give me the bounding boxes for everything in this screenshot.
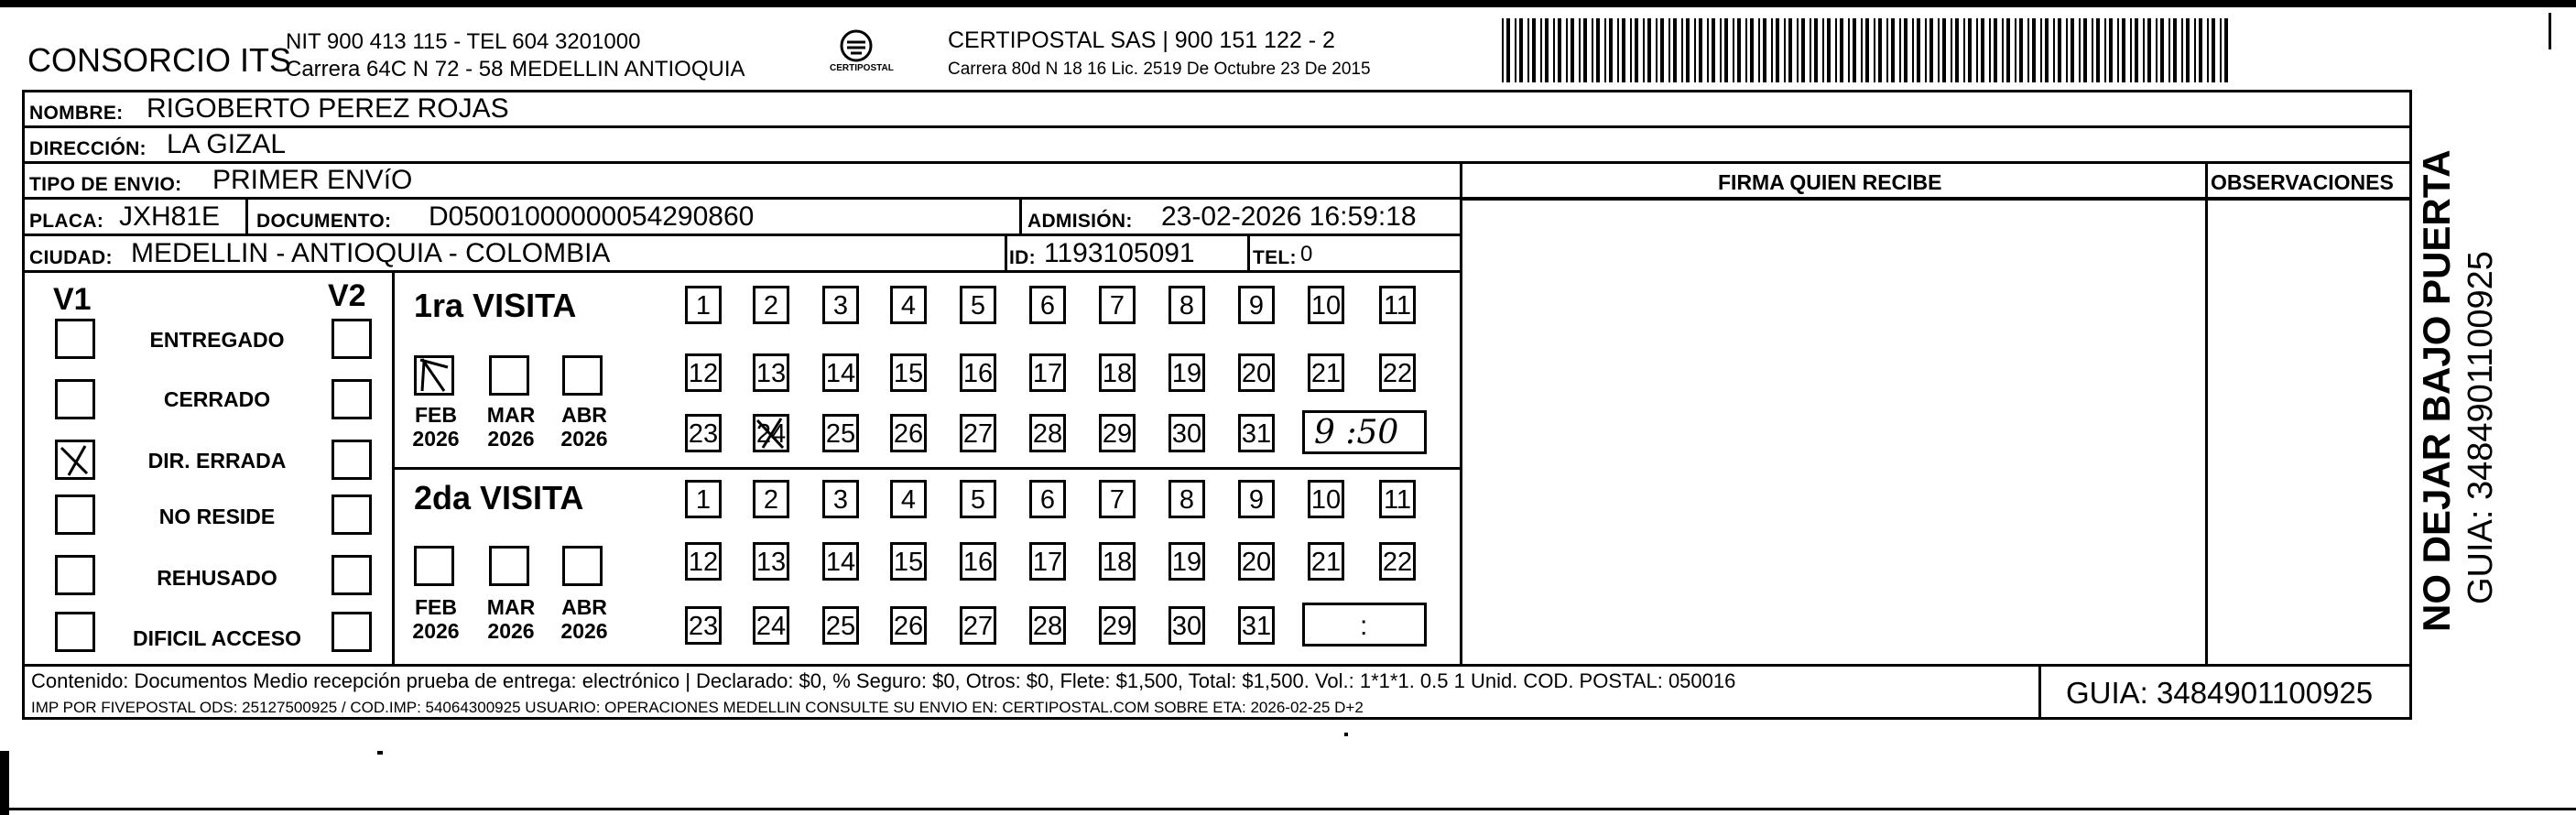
- first-visit-month-feb-box[interactable]: [414, 355, 454, 396]
- barcode-bar: [1861, 18, 1863, 82]
- barcode-bar: [1797, 18, 1799, 82]
- second-visit-day-25[interactable]: 25: [822, 606, 859, 645]
- first-visit-day-label: 24: [755, 419, 787, 449]
- second-visit-day-13[interactable]: 13: [753, 542, 789, 581]
- barcode-bar: [1527, 18, 1529, 82]
- second-visit-day-1[interactable]: 1: [685, 480, 722, 518]
- barcode-bar: [1976, 18, 1978, 82]
- first-visit-day-14[interactable]: 14: [822, 353, 859, 392]
- barcode: [1502, 18, 2234, 82]
- second-visit-day-26[interactable]: 26: [890, 606, 927, 645]
- second-visit-day-29[interactable]: 29: [1099, 606, 1136, 645]
- barcode-bar: [1515, 18, 1516, 82]
- first-visit-day-11[interactable]: 11: [1379, 286, 1416, 324]
- barcode-bar: [1827, 18, 1831, 82]
- first-visit-day-26[interactable]: 26: [890, 414, 927, 452]
- barcode-bar: [1553, 18, 1555, 82]
- barcode-bar: [2045, 18, 2049, 82]
- barcode-bar: [1604, 18, 1606, 82]
- first-visit-month-feb: FEB 2026: [412, 403, 460, 451]
- first-visit-day-22[interactable]: 22: [1379, 353, 1416, 392]
- second-visit-time-box[interactable]: [1302, 603, 1427, 647]
- barcode-bar: [1699, 18, 1702, 82]
- barcode-bar: [1532, 18, 1536, 82]
- barcode-bar: [1771, 18, 1773, 82]
- first-visit-title: 1ra VISITA: [414, 287, 577, 324]
- barcode-bar: [1942, 18, 1946, 82]
- barcode-bar: [1745, 18, 1747, 82]
- barcode-bar: [1801, 18, 1805, 82]
- status-cerrado: CERRADO: [163, 387, 271, 411]
- first-visit-day-23[interactable]: 23: [685, 414, 722, 452]
- second-visit-day-19[interactable]: 19: [1168, 542, 1205, 581]
- v2-checkbox-cerrado[interactable]: [332, 379, 372, 419]
- first-visit-month-abr-box[interactable]: [562, 355, 603, 396]
- barcode-bar: [2083, 18, 2087, 82]
- v2-checkbox-no-reside[interactable]: [332, 494, 372, 535]
- second-visit-day-21[interactable]: 21: [1308, 542, 1344, 581]
- barcode-bar: [2002, 18, 2004, 82]
- barcode-bar: [1917, 18, 1920, 82]
- second-visit-day-2[interactable]: 2: [753, 480, 789, 518]
- barcode-bar: [1822, 18, 1824, 82]
- barcode-bar: [2109, 18, 2113, 82]
- documento-label: DOCUMENTO:: [256, 211, 392, 232]
- barcode-bar: [1571, 18, 1574, 82]
- barcode-bar: [1925, 18, 1927, 82]
- second-visit-day-27[interactable]: 27: [960, 606, 996, 645]
- status-dir-errada: DIR. ERRADA: [147, 449, 287, 473]
- second-visit-day-18[interactable]: 18: [1099, 542, 1136, 581]
- footer-contenido: Contenido: Documentos Medio recepción prueba de entrega: electrónico | Declarado: $0, % Seguro: $0, Otros: $0, Flete: $1,500, Total: $1,500. Vol.: 1*1*1. 0.5 1 Unid. COD. POSTAL: 050016: [31, 669, 1736, 692]
- nombre-label: NOMBRE:: [29, 103, 124, 124]
- barcode-bar: [2019, 18, 2023, 82]
- first-visit-day-18[interactable]: 18: [1099, 353, 1136, 392]
- second-visit-day-30[interactable]: 30: [1168, 606, 1205, 645]
- v2-checkbox-entregado[interactable]: [332, 319, 372, 359]
- company-address: Carrera 64C N 72 - 58 MEDELLIN ANTIOQUIA: [286, 57, 745, 82]
- barcode-bar: [1656, 18, 1658, 82]
- barcode-bar: [2194, 18, 2196, 82]
- barcode-bar: [1878, 18, 1882, 82]
- barcode-bar: [1989, 18, 1991, 82]
- barcode-bar: [2186, 18, 2190, 82]
- first-visit-day-28[interactable]: 28: [1029, 414, 1066, 452]
- documento-value: D05001000000054290860: [429, 201, 755, 232]
- barcode-bar: [1891, 18, 1895, 82]
- side-guia: GUIA: 3484901100925: [2462, 251, 2500, 604]
- barcode-bar: [1583, 18, 1587, 82]
- barcode-bar: [1848, 18, 1850, 82]
- barcode-bar: [1776, 18, 1779, 82]
- barcode-bar: [1835, 18, 1837, 82]
- barcode-bar: [1668, 18, 1670, 82]
- barcode-bar: [1750, 18, 1754, 82]
- barcode-bar: [1724, 18, 1728, 82]
- first-visit-day-24[interactable]: [753, 414, 789, 452]
- first-visit-day-29[interactable]: 29: [1099, 414, 1136, 452]
- company-name: CONSORCIO ITS: [27, 41, 292, 79]
- barcode-bar: [2130, 18, 2132, 82]
- courier-name: CERTIPOSTAL SAS | 900 151 122 - 2: [948, 27, 1335, 53]
- second-visit-day-4[interactable]: 4: [890, 480, 927, 518]
- barcode-bar: [2006, 18, 2010, 82]
- tipo-label: TIPO DE ENVIO:: [29, 174, 182, 195]
- barcode-bar: [2122, 18, 2125, 82]
- barcode-bar: [2135, 18, 2138, 82]
- barcode-bar: [2032, 18, 2036, 82]
- second-visit-day-6[interactable]: 6: [1029, 480, 1066, 518]
- barcode-bar: [1904, 18, 1908, 82]
- first-visit-day-4[interactable]: 4: [890, 286, 927, 324]
- barcode-bar: [2027, 18, 2029, 82]
- first-visit-time: 9 :50: [1314, 414, 1399, 451]
- tipo-value: PRIMER ENVíO: [212, 165, 413, 195]
- barcode-bar: [2143, 18, 2145, 82]
- barcode-bar: [1840, 18, 1843, 82]
- barcode-bar: [1968, 18, 1972, 82]
- barcode-bar: [1707, 18, 1709, 82]
- barcode-bar: [1540, 18, 1542, 82]
- placa-value: JXH81E: [119, 201, 221, 232]
- first-visit-day-19[interactable]: 19: [1168, 353, 1205, 392]
- first-visit-month-abr: ABR 2026: [560, 403, 608, 451]
- barcode-bar: [2096, 18, 2100, 82]
- scan-speck: [1344, 733, 1348, 736]
- side-warning: NO DEJAR BAJO PUERTA: [2415, 149, 2458, 632]
- barcode-bar: [1784, 18, 1786, 82]
- barcode-bar: [1635, 18, 1638, 82]
- second-visit-month-feb: FEB 2026: [412, 595, 460, 644]
- barcode-bar: [2181, 18, 2183, 82]
- first-visit-day-6[interactable]: 6: [1029, 286, 1066, 324]
- firma-header: FIRMA QUIEN RECIBE: [1718, 170, 1942, 194]
- barcode-bar: [2117, 18, 2119, 82]
- status-rehusado: REHUSADO: [157, 566, 277, 590]
- first-visit-day-17[interactable]: 17: [1029, 353, 1066, 392]
- barcode-bar: [2058, 18, 2061, 82]
- scan-bottom-line: [0, 808, 2576, 810]
- id-label: ID:: [1009, 247, 1036, 268]
- scan-speck: [377, 751, 383, 755]
- barcode-bar: [1929, 18, 1933, 82]
- barcode-bar: [2168, 18, 2170, 82]
- barcode-bar: [1938, 18, 1940, 82]
- second-visit-day-8[interactable]: 8: [1168, 480, 1205, 518]
- barcode-bar: [2212, 18, 2215, 82]
- footer-guia: GUIA: 3484901100925: [2066, 676, 2374, 710]
- barcode-bar: [1647, 18, 1651, 82]
- status-dificil-acceso: DIFICIL ACCESO: [132, 626, 301, 650]
- v2-checkbox-dir-errada[interactable]: [332, 440, 372, 480]
- second-visit-day-31[interactable]: 31: [1238, 606, 1275, 645]
- second-visit-day-3[interactable]: 3: [822, 480, 859, 518]
- barcode-bar: [1720, 18, 1722, 82]
- barcode-bar: [1912, 18, 1914, 82]
- barcode-bar: [1994, 18, 1997, 82]
- second-visit-day-10[interactable]: 10: [1308, 480, 1344, 518]
- second-visit-month-abr-box[interactable]: [562, 546, 603, 586]
- second-visit-day-28[interactable]: 28: [1029, 606, 1066, 645]
- second-visit-day-7[interactable]: 7: [1099, 480, 1136, 518]
- v2-checkbox-rehusado[interactable]: [332, 555, 372, 595]
- barcode-bar: [2220, 18, 2222, 82]
- barcode-bar: [1630, 18, 1632, 82]
- barcode-bar: [2199, 18, 2202, 82]
- barcode-bar: [2104, 18, 2106, 82]
- barcode-bar: [1814, 18, 1818, 82]
- tel-label: TEL:: [1253, 247, 1297, 268]
- barcode-bar: [1853, 18, 1856, 82]
- second-visit-day-23[interactable]: 23: [685, 606, 722, 645]
- direccion-value: LA GIZAL: [167, 129, 287, 159]
- v2-checkbox-dificil-acceso[interactable]: [332, 612, 372, 652]
- scan-top-border: [0, 0, 2576, 7]
- barcode-bar: [1596, 18, 1600, 82]
- first-visit-day-1[interactable]: 1: [685, 286, 722, 324]
- ciudad-label: CIUDAD:: [29, 247, 113, 268]
- barcode-bar: [1622, 18, 1625, 82]
- second-visit-month-feb-box[interactable]: [414, 546, 454, 586]
- admision-value: 23-02-2026 16:59:18: [1161, 201, 1417, 232]
- barcode-bar: [1899, 18, 1901, 82]
- first-visit-day-10[interactable]: 10: [1308, 286, 1344, 324]
- second-visit-day-20[interactable]: 20: [1238, 542, 1275, 581]
- second-visit-month-mar: MAR 2026: [486, 595, 536, 644]
- barcode-bar: [1810, 18, 1811, 82]
- v2-label: V2: [328, 278, 366, 313]
- barcode-bar: [1609, 18, 1613, 82]
- barcode-bar: [1673, 18, 1677, 82]
- barcode-bar: [2173, 18, 2177, 82]
- second-visit-day-11[interactable]: 11: [1379, 480, 1416, 518]
- first-visit-day-3[interactable]: 3: [822, 286, 859, 324]
- barcode-bar: [1694, 18, 1696, 82]
- barcode-bar: [1592, 18, 1593, 82]
- second-visit-day-17[interactable]: 17: [1029, 542, 1066, 581]
- barcode-bar: [1566, 18, 1568, 82]
- barcode-bar: [2053, 18, 2055, 82]
- placa-label: PLACA:: [29, 211, 104, 232]
- barcode-bar: [1955, 18, 1959, 82]
- second-visit-day-22[interactable]: 22: [1379, 542, 1416, 581]
- second-visit-day-5[interactable]: 5: [960, 480, 996, 518]
- barcode-bar: [1788, 18, 1792, 82]
- first-visit-day-12[interactable]: 12: [685, 353, 722, 392]
- first-visit-day-16[interactable]: 16: [960, 353, 996, 392]
- second-visit-day-15[interactable]: 15: [890, 542, 927, 581]
- barcode-bar: [2160, 18, 2164, 82]
- second-visit-day-14[interactable]: 14: [822, 542, 859, 581]
- first-visit-day-5[interactable]: 5: [960, 286, 996, 324]
- barcode-bar: [1733, 18, 1734, 82]
- first-visit-time-box[interactable]: [1302, 410, 1427, 454]
- barcode-bar: [1519, 18, 1523, 82]
- barcode-bar: [1981, 18, 1984, 82]
- first-visit-day-15[interactable]: 15: [890, 353, 927, 392]
- direccion-label: DIRECCIÓN:: [29, 138, 147, 159]
- second-visit-day-9[interactable]: 9: [1238, 480, 1275, 518]
- id-value: 1193105091: [1044, 238, 1195, 268]
- second-visit-month-mar-box[interactable]: [489, 546, 529, 586]
- scan-left-mark: [0, 751, 9, 815]
- barcode-bar: [1686, 18, 1690, 82]
- admision-label: ADMISIÓN:: [1027, 211, 1133, 232]
- barcode-bar: [2071, 18, 2074, 82]
- second-visit-day-24[interactable]: 24: [753, 606, 789, 645]
- barcode-bar: [2092, 18, 2093, 82]
- corner-mark: [2549, 13, 2551, 49]
- barcode-bar: [2040, 18, 2042, 82]
- barcode-bar: [2156, 18, 2158, 82]
- v1-checkbox-cerrado[interactable]: [55, 379, 95, 419]
- barcode-bar: [1737, 18, 1741, 82]
- v1-checkbox-entregado[interactable]: [55, 319, 95, 359]
- barcode-bar: [1712, 18, 1715, 82]
- first-visit-day-25[interactable]: 25: [822, 414, 859, 452]
- v1-checkbox-rehusado[interactable]: [55, 555, 95, 595]
- ciudad-value: MEDELLIN - ANTIOQUIA - COLOMBIA: [131, 238, 611, 268]
- barcode-bar: [1502, 18, 1504, 82]
- first-visit-day-20[interactable]: 20: [1238, 353, 1275, 392]
- second-visit-day-16[interactable]: 16: [960, 542, 996, 581]
- v1-checkbox-no-reside[interactable]: [55, 494, 95, 535]
- barcode-bar: [1758, 18, 1760, 82]
- courier-address: Carrera 80d N 18 16 Lic. 2519 De Octubre 23 De 2015: [948, 60, 1371, 79]
- first-visit-day-8[interactable]: 8: [1168, 286, 1205, 324]
- second-visit-day-12[interactable]: 12: [685, 542, 722, 581]
- second-visit-title: 2da VISITA: [414, 479, 584, 516]
- barcode-bar: [1951, 18, 1952, 82]
- barcode-bar: [2079, 18, 2081, 82]
- footer-imp: IMP POR FIVEPOSTAL ODS: 25127500925 / COD.IMP: 54064300925 USUARIO: OPERACIONES MEDELLIN CONSULTE SU ENVIO EN: CERTIPOSTAL.COM SOBRE ETA: 2026-02-25 D+2: [31, 699, 1364, 716]
- first-visit-day-2[interactable]: 2: [753, 286, 789, 324]
- barcode-bar: [1886, 18, 1888, 82]
- barcode-bar: [1545, 18, 1549, 82]
- barcode-bar: [1579, 18, 1581, 82]
- barcode-bar: [1660, 18, 1664, 82]
- first-visit-month-mar: MAR 2026: [486, 403, 536, 451]
- second-visit-month-abr: ABR 2026: [560, 595, 608, 644]
- barcode-bar: [2207, 18, 2209, 82]
- observaciones-header: OBSERVACIONES: [2211, 170, 2394, 194]
- barcode-bar: [1763, 18, 1766, 82]
- nombre-value: RIGOBERTO PEREZ ROJAS: [147, 93, 509, 124]
- first-visit-day-21[interactable]: 21: [1308, 353, 1344, 392]
- first-visit-day-13[interactable]: 13: [753, 353, 789, 392]
- barcode-bar: [2224, 18, 2228, 82]
- tel-value: 0: [1300, 242, 1313, 266]
- barcode-bar: [1963, 18, 1965, 82]
- barcode-bar: [1506, 18, 1510, 82]
- barcode-bar: [2066, 18, 2068, 82]
- barcode-bar: [1643, 18, 1645, 82]
- first-visit-day-30[interactable]: 30: [1168, 414, 1205, 452]
- barcode-bar: [1558, 18, 1561, 82]
- status-entregado: ENTREGADO: [149, 328, 285, 352]
- logo-text: CERTIPOSTAL: [830, 63, 894, 73]
- second-visit-time: :: [1360, 611, 1368, 641]
- first-visit-day-31[interactable]: 31: [1238, 414, 1275, 452]
- barcode-bar: [1681, 18, 1683, 82]
- barcode-bar: [2147, 18, 2151, 82]
- barcode-bar: [1865, 18, 1869, 82]
- barcode-bar: [1874, 18, 1875, 82]
- first-visit-day-9[interactable]: 9: [1238, 286, 1275, 324]
- first-visit-day-7[interactable]: 7: [1099, 286, 1136, 324]
- status-no-reside: NO RESIDE: [158, 505, 276, 528]
- company-nit: NIT 900 413 115 - TEL 604 3201000: [286, 29, 641, 54]
- v1-label: V1: [53, 282, 92, 317]
- v1-checkbox-dir-errada[interactable]: [55, 440, 95, 480]
- v1-checkbox-dificil-acceso[interactable]: [55, 612, 95, 652]
- first-visit-day-27[interactable]: 27: [960, 414, 996, 452]
- barcode-bar: [1617, 18, 1619, 82]
- first-visit-month-mar-box[interactable]: [489, 355, 529, 396]
- barcode-bar: [2015, 18, 2016, 82]
